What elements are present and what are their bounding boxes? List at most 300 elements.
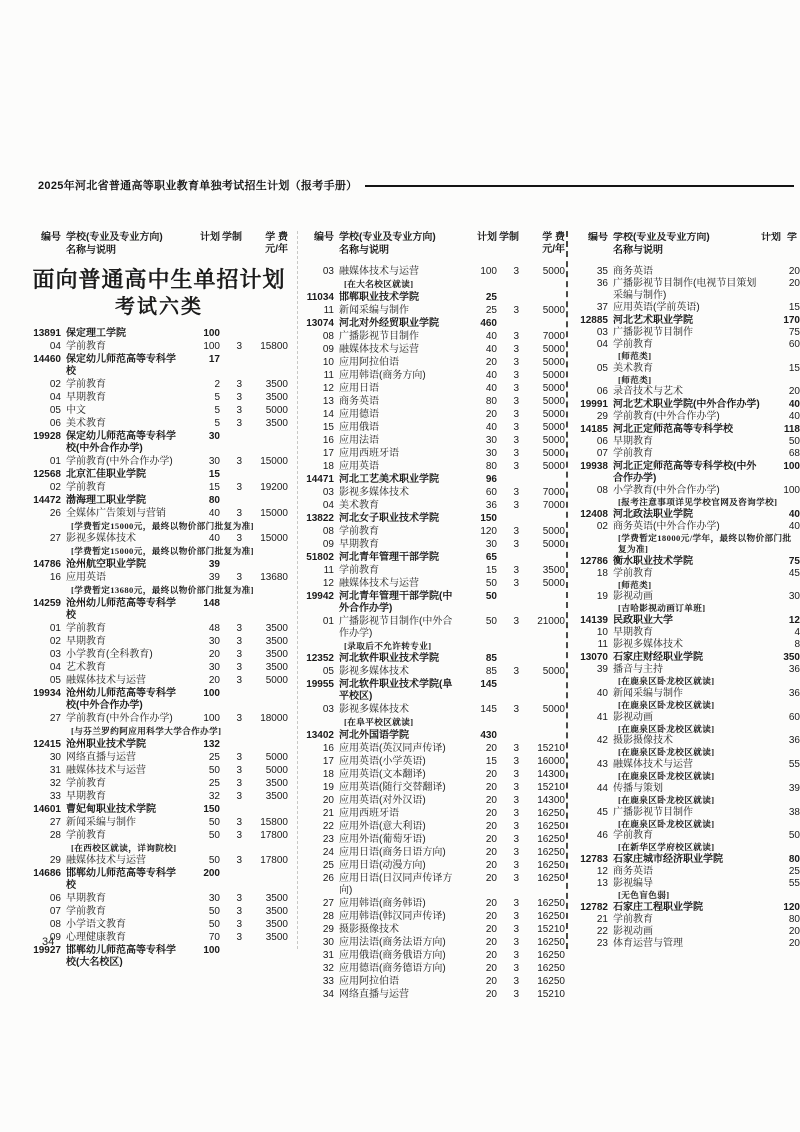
note-row: [在鹿泉区卧龙校区就读] [618, 699, 715, 710]
major-row [577, 926, 800, 938]
school-row [30, 739, 288, 751]
major-name: 摄影摄像技术 [339, 924, 399, 936]
column-divider-1 [297, 231, 298, 949]
major-row [30, 932, 288, 944]
note-row: [在新华区学府校区就读] [618, 842, 715, 853]
tuition-fee: 5000 [542, 356, 565, 368]
major-row [30, 572, 288, 584]
major-number: 32 [49, 777, 61, 789]
major-row [577, 485, 800, 497]
major-row [303, 937, 565, 949]
column-2-table-header [303, 232, 565, 257]
school-code: 19942 [306, 590, 334, 602]
major-row [577, 386, 800, 398]
tuition-fee: 5000 [542, 460, 565, 472]
tuition-fee: 16250 [537, 847, 565, 859]
study-years: 3 [513, 369, 519, 381]
major-number: 08 [49, 919, 61, 931]
major-number: 26 [49, 507, 61, 519]
plan-count: 30 [788, 591, 800, 603]
major-name: 播音与主持 [613, 664, 663, 676]
major-row [303, 808, 565, 820]
school-name: 邯郸职业技术学院 [339, 291, 419, 303]
major-number: 03 [596, 327, 608, 338]
plan-count: 32 [208, 790, 220, 802]
major-number: 12 [596, 866, 608, 878]
plan-count: 20 [485, 408, 497, 420]
plan-count: 25 [485, 304, 497, 316]
plan-count: 20 [485, 898, 497, 910]
school-code: 14601 [33, 803, 61, 815]
note-row: [学费暂定13680元，最终以物价部门批复为准] [71, 585, 254, 596]
major-row [303, 873, 565, 897]
plan-count: 40 [485, 343, 497, 355]
tuition-fee: 5000 [542, 434, 565, 446]
major-number: 08 [322, 525, 334, 537]
plan-count: 20 [788, 937, 800, 949]
tuition-fee: 3500 [265, 635, 288, 647]
major-row [577, 712, 800, 724]
school-code: 14472 [33, 494, 61, 506]
tuition-fee: 5000 [542, 577, 565, 589]
major-name: 影视编导 [613, 878, 653, 890]
plan-count: 36 [788, 687, 800, 699]
major-number: 10 [322, 356, 334, 368]
school-code: 14259 [33, 597, 61, 609]
major-row [303, 821, 565, 833]
plan-count: 20 [485, 795, 497, 807]
plan-count: 39 [208, 572, 220, 584]
study-years: 3 [513, 989, 519, 1001]
tuition-fee: 5000 [542, 447, 565, 459]
note-row: [在鹿泉区卧龙校区就读] [618, 794, 715, 805]
major-row [303, 616, 565, 640]
plan-count: 80 [788, 854, 800, 866]
major-number: 16 [49, 572, 61, 584]
major-row [303, 795, 565, 807]
major-name: 网络直播与运营 [339, 989, 409, 1001]
major-name: 新闻采编与制作 [613, 687, 683, 699]
school-code: 12352 [306, 653, 334, 665]
school-row [577, 902, 800, 914]
major-name: 影视动画 [613, 925, 653, 937]
header-years-label-clipped: 学 [787, 232, 797, 243]
major-name: 应用英语(随行交替翻译) [339, 782, 446, 794]
major-number: 20 [322, 795, 334, 807]
major-name: 商务英语 [339, 395, 379, 407]
major-row [577, 759, 800, 771]
header-code-label: 编号 [41, 232, 61, 243]
major-number: 44 [596, 782, 608, 794]
tuition-fee: 15800 [260, 816, 288, 828]
major-name: 影视多媒体技术 [66, 533, 136, 545]
tuition-fee: 16250 [537, 821, 565, 833]
major-row [303, 357, 565, 369]
major-name: 学前教育 [613, 830, 653, 842]
tuition-fee: 17800 [260, 855, 288, 867]
school-row [577, 652, 800, 664]
major-number: 19 [596, 591, 608, 603]
school-code: 12782 [580, 901, 608, 913]
tuition-fee: 5000 [542, 408, 565, 420]
study-years: 3 [236, 635, 242, 647]
plan-count: 15 [208, 468, 220, 480]
major-name: 学前教育 [339, 564, 379, 576]
major-row [30, 533, 288, 545]
tuition-fee: 5000 [542, 525, 565, 537]
study-years: 3 [236, 455, 242, 467]
tuition-fee: 3500 [265, 417, 288, 429]
major-name: 心理健康教育 [66, 932, 126, 944]
tuition-fee: 14300 [537, 769, 565, 781]
school-code: 12408 [580, 509, 608, 521]
major-name: 早期教育 [66, 635, 106, 647]
major-name: 应用英语 [66, 572, 106, 584]
tuition-fee: 14300 [537, 795, 565, 807]
study-years: 3 [236, 648, 242, 660]
plan-count: 30 [208, 893, 220, 905]
plan-count: 25 [485, 291, 497, 303]
school-name: 保定幼儿师范高等专科学校 [66, 353, 176, 377]
study-years: 3 [513, 666, 519, 678]
school-code: 14185 [580, 424, 608, 436]
major-row [30, 636, 288, 648]
major-number: 42 [596, 735, 608, 747]
major-row [30, 855, 288, 867]
major-number: 04 [322, 499, 334, 511]
major-number: 03 [322, 266, 334, 277]
major-number: 29 [596, 411, 608, 423]
plan-count: 100 [480, 266, 497, 277]
plan-count: 100 [783, 485, 800, 497]
major-name: 应用德语(商务德语方向) [339, 963, 446, 975]
major-number: 09 [322, 343, 334, 355]
plan-count: 20 [485, 911, 497, 923]
plan-count: 40 [208, 507, 220, 519]
plan-count: 170 [783, 315, 800, 326]
major-number: 40 [596, 687, 608, 699]
major-number: 05 [322, 666, 334, 678]
plan-count: 20 [485, 834, 497, 846]
plan-count: 40 [788, 399, 800, 411]
plan-count: 75 [788, 555, 800, 567]
major-number: 29 [49, 855, 61, 867]
study-years: 3 [513, 743, 519, 755]
note-row: [师范类] [618, 374, 652, 385]
major-row [30, 392, 288, 404]
school-code: 19934 [33, 687, 61, 699]
major-number: 35 [596, 266, 608, 277]
plan-count: 30 [485, 447, 497, 459]
major-row [577, 627, 800, 639]
major-row [303, 409, 565, 421]
school-row [30, 431, 288, 455]
school-row [30, 354, 288, 378]
major-number: 11 [323, 369, 334, 381]
tuition-fee: 3500 [265, 919, 288, 931]
study-years: 3 [513, 266, 519, 277]
major-row [30, 778, 288, 790]
tuition-fee: 3500 [265, 391, 288, 403]
major-name: 学前教育 [613, 913, 653, 925]
major-row [303, 834, 565, 846]
plan-count: 80 [208, 494, 220, 506]
major-name: 应用英语 [339, 460, 379, 472]
study-years: 3 [236, 391, 242, 403]
plan-count: 20 [485, 769, 497, 781]
plan-count: 20 [485, 356, 497, 368]
school-name: 沧州航空职业学院 [66, 559, 146, 571]
major-name: 学前教育 [66, 622, 106, 634]
major-number: 34 [322, 989, 334, 1001]
study-years: 3 [513, 525, 519, 537]
major-number: 45 [596, 806, 608, 818]
plan-count: 100 [203, 687, 220, 699]
school-row [30, 328, 288, 340]
major-number: 21 [596, 913, 608, 925]
study-years: 3 [513, 704, 519, 716]
school-code: 13074 [306, 317, 334, 329]
note-row: [在西校区就读，详询院校] [71, 842, 177, 853]
school-row [577, 399, 800, 411]
tuition-fee: 5000 [542, 343, 565, 355]
study-years: 3 [513, 911, 519, 923]
note-row: [无色盲色弱] [618, 890, 670, 901]
school-name: 沧州幼儿师范高等专科学校(中外合作办学) [66, 687, 176, 711]
school-code: 13891 [33, 327, 61, 339]
school-name: 沧州职业技术学院 [66, 738, 146, 750]
major-row [303, 565, 565, 577]
school-name: 保定理工学院 [66, 327, 126, 339]
plan-count: 30 [208, 635, 220, 647]
major-row [303, 666, 565, 678]
school-name: 河北青年管理干部学院(中外合作办学) [339, 590, 453, 614]
plan-count: 50 [208, 906, 220, 918]
tuition-fee: 15210 [537, 989, 565, 1001]
major-number: 30 [322, 937, 334, 949]
major-row [303, 950, 565, 962]
tuition-fee: 16250 [537, 873, 565, 885]
major-number: 16 [322, 743, 334, 755]
plan-count: 80 [485, 395, 497, 407]
major-number: 17 [322, 447, 334, 459]
school-name: 河北青年管理干部学院 [339, 551, 439, 563]
page-number: 34 [42, 936, 55, 948]
major-row [577, 266, 800, 278]
note-row: [在阜平校区就读] [344, 717, 414, 728]
school-row [577, 854, 800, 866]
major-number: 03 [322, 704, 334, 716]
column-2-rows [303, 266, 565, 1001]
major-number: 12 [322, 577, 334, 589]
major-name: 影视动画 [613, 591, 653, 603]
major-row [303, 344, 565, 356]
column-divider-2 [566, 231, 568, 949]
major-number: 29 [322, 924, 334, 936]
major-number: 01 [322, 615, 334, 627]
major-number: 13 [322, 395, 334, 407]
major-row [30, 379, 288, 391]
plan-count: 20 [485, 873, 497, 885]
school-row [303, 653, 565, 665]
school-code: 13402 [306, 730, 334, 742]
school-row [30, 945, 288, 969]
major-number: 26 [322, 873, 334, 885]
study-years: 3 [513, 564, 519, 576]
plan-count: 148 [203, 597, 220, 609]
major-row [30, 675, 288, 687]
major-row [303, 860, 565, 872]
study-years: 3 [513, 330, 519, 342]
major-number: 07 [596, 448, 608, 460]
major-number: 03 [322, 486, 334, 498]
note-row: [在大名校区就读] [344, 279, 414, 289]
plan-count: 20 [788, 925, 800, 937]
study-years: 3 [236, 751, 242, 763]
tuition-fee: 3500 [265, 932, 288, 944]
study-years: 3 [236, 777, 242, 789]
school-name: 渤海理工职业学院 [66, 494, 146, 506]
note-row: [学费暂定15000元，最终以物价部门批复为准] [71, 520, 254, 531]
major-name: 应用韩语(韩汉同声传译) [339, 911, 446, 923]
major-name: 应用英语(小学英语) [339, 756, 426, 768]
major-row [30, 508, 288, 520]
school-code: 19955 [306, 679, 334, 691]
school-name: 沧州幼儿师范高等专科学校 [66, 597, 176, 621]
major-row [30, 482, 288, 494]
major-name: 应用阿拉伯语 [339, 976, 399, 988]
major-name: 融媒体技术与运营 [339, 266, 419, 277]
study-years: 3 [513, 408, 519, 420]
plan-count: 30 [485, 538, 497, 550]
note-row: [在鹿泉区卧龙校区就读] [618, 771, 715, 782]
plan-count: 100 [203, 945, 220, 957]
major-number: 41 [596, 711, 608, 723]
major-number: 02 [49, 481, 61, 493]
major-row [303, 370, 565, 382]
tuition-fee: 18000 [260, 712, 288, 724]
plan-count: 100 [203, 712, 220, 724]
study-years: 3 [236, 855, 242, 867]
header-years-label: 学制 [222, 232, 242, 243]
header-plan-label: 计划 [761, 232, 781, 243]
major-row [303, 769, 565, 781]
major-name: 应用外语(意大利语) [339, 821, 426, 833]
major-number: 25 [322, 860, 334, 872]
major-name: 早期教育 [613, 627, 653, 639]
major-name: 全媒体广告策划与营销 [66, 507, 166, 519]
school-row [30, 598, 288, 622]
plan-count: 85 [485, 666, 497, 678]
tuition-fee: 17800 [260, 829, 288, 841]
major-name: 学前教育 [66, 777, 106, 789]
plan-count: 20 [485, 860, 497, 872]
plan-count: 20 [485, 950, 497, 962]
tuition-fee: 15000 [260, 533, 288, 545]
school-code: 14786 [33, 559, 61, 571]
tuition-fee: 3500 [265, 622, 288, 634]
major-row [303, 448, 565, 460]
study-years: 3 [513, 756, 519, 768]
plan-count: 40 [788, 521, 800, 533]
school-code: 14471 [306, 473, 334, 485]
study-years: 3 [513, 963, 519, 975]
column-3-rows [577, 266, 800, 950]
major-number: 31 [49, 764, 61, 776]
major-name: 早期教育 [339, 538, 379, 550]
major-name: 商务英语(中外合作办学) [613, 521, 720, 533]
school-row [303, 730, 565, 742]
section-title [30, 266, 288, 320]
major-name: 融媒体技术与运营 [613, 759, 693, 771]
major-row [30, 765, 288, 777]
major-number: 22 [322, 821, 334, 833]
study-years: 3 [513, 808, 519, 820]
school-code: 12885 [580, 315, 608, 326]
note-row: [学费暂定15000元，最终以物价部门批复为准] [71, 546, 254, 557]
study-years: 3 [513, 447, 519, 459]
study-years: 3 [236, 417, 242, 429]
major-row [303, 461, 565, 473]
major-number: 06 [596, 386, 608, 398]
major-row [303, 578, 565, 590]
school-row [30, 688, 288, 712]
note-row: [学费暂定18000元/学年，最终以物价部门批复为准] [618, 533, 792, 554]
school-row [577, 615, 800, 627]
major-name: 新闻采编与制作 [339, 304, 409, 316]
major-number: 17 [322, 756, 334, 768]
major-name: 融媒体技术与运营 [66, 764, 146, 776]
plan-count: 118 [783, 424, 800, 436]
school-row [30, 559, 288, 571]
tuition-fee: 15000 [260, 507, 288, 519]
major-name: 应用英语(学前英语) [613, 302, 700, 313]
plan-count: 430 [480, 730, 497, 742]
study-years: 3 [236, 829, 242, 841]
major-name: 中文 [66, 404, 86, 416]
school-code: 14686 [33, 868, 61, 880]
major-name: 小学教育(中外合作办学) [613, 485, 720, 497]
major-number: 36 [596, 278, 608, 289]
tuition-fee: 16250 [537, 937, 565, 949]
major-row [30, 418, 288, 430]
school-code: 12568 [33, 468, 61, 480]
school-name: 北京汇佳职业学院 [66, 468, 146, 480]
plan-count: 48 [208, 622, 220, 634]
tuition-fee: 3500 [265, 893, 288, 905]
major-row [577, 278, 800, 302]
study-years: 3 [513, 821, 519, 833]
major-name: 美术教育 [613, 362, 653, 374]
major-row [303, 383, 565, 395]
study-years: 3 [236, 674, 242, 686]
major-row [30, 405, 288, 417]
plan-count: 20 [485, 937, 497, 949]
study-years: 3 [513, 577, 519, 589]
major-row [577, 735, 800, 747]
plan-count: 36 [788, 664, 800, 676]
major-name: 学前教育 [66, 340, 106, 352]
study-years: 3 [236, 712, 242, 724]
column-1-rows [30, 328, 288, 970]
major-row [30, 456, 288, 468]
study-years: 3 [236, 764, 242, 776]
note-row: [在鹿泉区卧龙校区就读] [618, 723, 715, 734]
major-name: 影视多媒体技术 [339, 486, 409, 498]
major-name: 学前教育(中外合作办学) [66, 712, 173, 724]
plan-count: 20 [485, 808, 497, 820]
major-number: 07 [49, 906, 61, 918]
